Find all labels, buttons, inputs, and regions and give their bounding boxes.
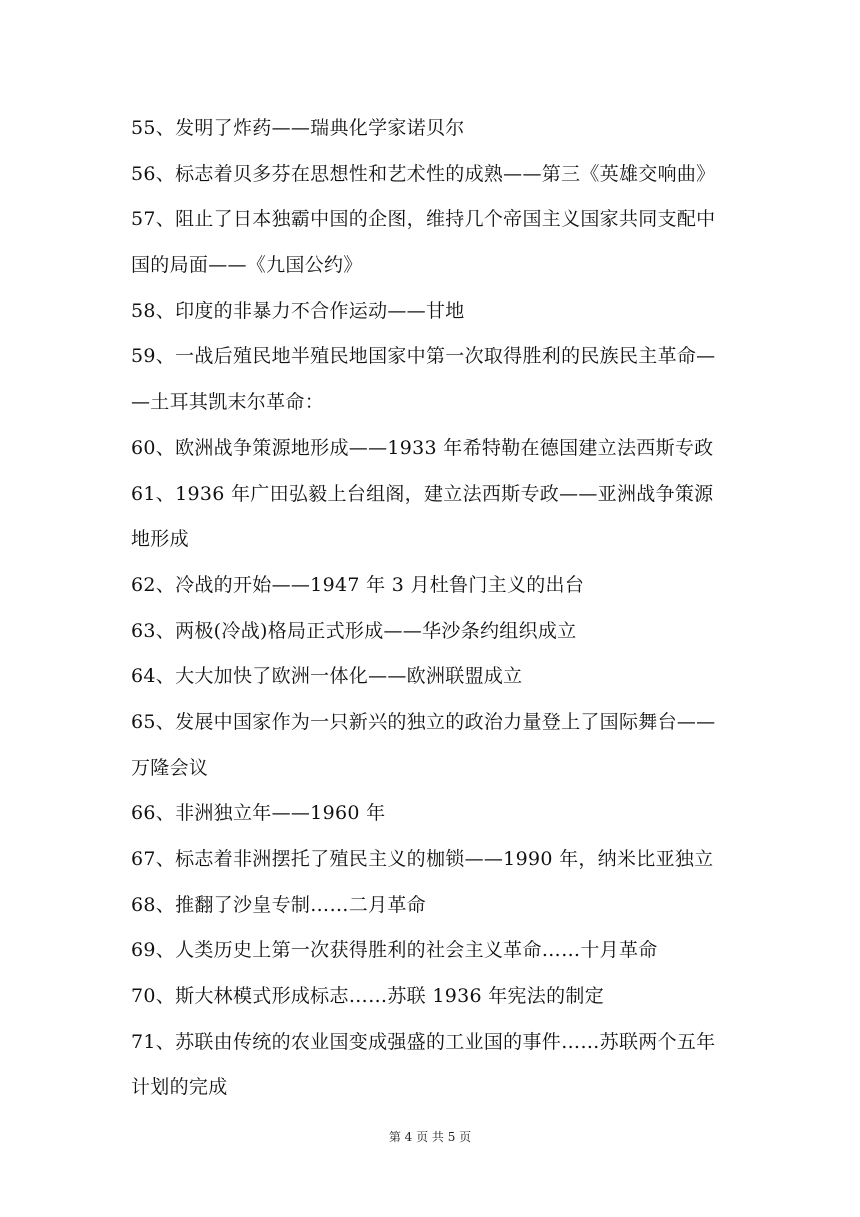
text-line: 58、印度的非暴力不合作运动——甘地: [131, 299, 465, 322]
text-line: 63、两极(冷战)格局正式形成——华沙条约组织成立: [131, 619, 577, 642]
text-line: 64、大大加快了欧洲一体化——欧洲联盟成立: [131, 665, 523, 688]
text-line: 60、欧洲战争策源地形成——1933 年希特勒在德国建立法西斯专政: [131, 436, 714, 459]
text-line: —土耳其凯末尔革命：: [131, 391, 325, 414]
text-line: 66、非洲独立年——1960 年: [131, 802, 386, 825]
text-line: 56、标志着贝多芬在思想性和艺术性的成熟——第三《英雄交响曲》: [131, 162, 716, 185]
text-line: 61、1936 年广田弘毅上台组阁，建立法西斯专政——亚洲战争策源: [131, 482, 714, 505]
text-line: 55、发明了炸药——瑞典化学家诺贝尔: [131, 117, 465, 139]
text-line: 57、阻止了日本独霸中国的企图，维持几个帝国主义国家共同支配中: [131, 208, 716, 231]
text-line: 地形成: [131, 528, 189, 551]
text-line: 62、冷战的开始——1947 年 3 月杜鲁门主义的出台: [131, 573, 585, 596]
text-line: 69、人类历史上第一次获得胜利的社会主义革命……十月革命: [131, 939, 658, 962]
text-body: [131, 106, 731, 1111]
text-line: 59、一战后殖民地半殖民地国家中第一次取得胜利的民族民主革命—: [131, 345, 716, 368]
text-line: 68、推翻了沙皇专制……二月革命: [131, 893, 426, 916]
text-line: 国的局面——《九国公约》: [131, 254, 363, 277]
text-line: 70、斯大林模式形成标志……苏联 1936 年宪法的制定: [131, 985, 605, 1008]
text-line: 71、苏联由传统的农业国变成强盛的工业国的事件……苏联两个五年: [131, 1030, 716, 1053]
text-line: 65、发展中国家作为一只新兴的独立的政治力量登上了国际舞台——: [131, 710, 716, 733]
page-footer: 第 4 页 共 5 页: [388, 1130, 472, 1144]
text-line: 计划的完成: [131, 1076, 228, 1099]
text-line: 67、标志着非洲摆托了殖民主义的枷锁——1990 年，纳米比亚独立: [131, 848, 714, 870]
text-line: 万隆会议: [131, 756, 209, 779]
